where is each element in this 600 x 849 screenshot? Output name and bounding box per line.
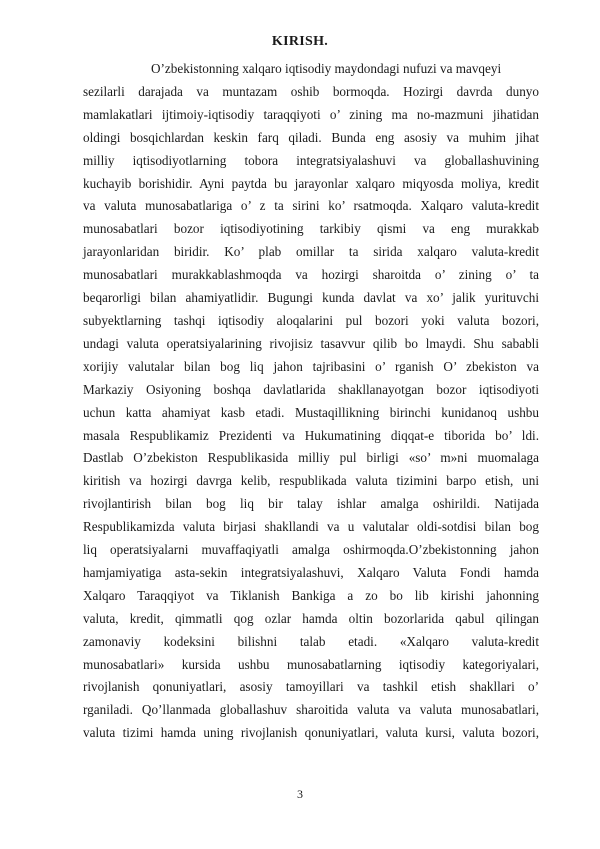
text-line: rivojlantirish bilan bog liq bir talay ishlar amalga oshirildi. Natijada — [83, 496, 539, 512]
page-title: KIRISH. — [271, 34, 329, 49]
text-line: uchun katta ahamiyat kasb etadi. Mustaqillikning birinchi kunidanoq ushbu — [83, 404, 539, 420]
text-line: Markaziy Osiyoning boshqa davlatlarida shakllanayotgan bozor iqtisodiyoti — [83, 381, 539, 397]
text-line: Respublikamizda valuta birjasi shakllandi va u valutalar oldi-sotdisi bilan bog — [83, 519, 539, 535]
text-line: xorijiy valutalar bilan bog liq jahon tajribasini o’ rganish O’ zbekiston va — [83, 358, 539, 374]
text-line: va valuta munosabatlariga o’ z ta sirini ko’ rsatmoqda. Xalqaro valuta-kredit — [83, 198, 539, 214]
text-line: subyektlarning tashqi iqtisodiy aloqalarini pul bozori yoki valuta bozori, — [83, 312, 539, 328]
page-number: 3 — [297, 787, 303, 801]
text-line: valuta tizimi hamda uning rivojlanish qonuniyatlari, valuta kursi, valuta bozori, — [83, 725, 539, 741]
text-line: Dastlab O’zbekiston Respublikasida milliy pul birligi «so’ m»ni muomalaga — [83, 450, 539, 466]
text-line: jarayonlaridan biridir. Ko’ plab omillar ta sirida xalqaro valuta-kredit — [83, 244, 539, 260]
text-line: munosabatlari bozor iqtisodiyotining tarkibiy qismi va eng murakkab — [83, 221, 539, 237]
text-line: hamjamiyatiga asta-sekin integratsiyalashuvi, Xalqaro Valuta Fondi hamda — [83, 564, 539, 580]
text-line: undagi valuta operatsiyalarining rivojisiz tasavvur qilib bo lmaydi. Shu sababli — [83, 335, 539, 351]
text-line: zamonaviy kodeksini bilishni talab etadi. «Xalqaro valuta-kredit — [83, 633, 539, 649]
text-line: masala Respublikamiz Prezidenti va Hukumatining diqqat-e tiborida bo’ ldi. — [83, 427, 539, 443]
body-text — [83, 58, 539, 745]
text-line: O’zbekistonning xalqaro iqtisodiy maydondagi nufuzi va mavqeyi — [151, 61, 502, 76]
text-line: milliy iqtisodiyotlarning tobora integratsiyalashuvi va globallashuvining — [83, 152, 539, 168]
text-line: rivojlanish qonuniyatlari, asosiy tamoyillari va tashkil etish shakllari o’ — [83, 679, 539, 695]
text-line: kiritish va hozirgi davrga kelib, respublikada valuta tizimini barpo etish, uni — [83, 473, 539, 489]
text-line: beqarorligi bilan ahamiyatlidir. Bugungi kunda davlat va xo’ jalik yurituvchi — [83, 290, 539, 306]
text-line: kuchayib borishidir. Ayni paytda bu jarayonlar xalqaro miqyosda moliya, kredit — [83, 175, 539, 191]
text-line: munosabatlari murakkablashmoqda va hozirgi sharoitda o’ zining o’ ta — [83, 267, 539, 283]
text-line: munosabatlari» kursida ushbu munosabatlarning iqtisodiy kategoriyalari, — [83, 656, 539, 672]
text-line: sezilarli darajada va muntazam oshib bormoqda. Hozirgi davrda dunyo — [83, 83, 539, 99]
text-line: Xalqaro Taraqqiyot va Tiklanish Bankiga a zo bo lib kirishi jahonning — [83, 587, 539, 603]
text-line: oldingi bosqichlardan keskin farq qiladi. Bunda eng asosiy va muhim jihat — [83, 129, 539, 145]
text-line: valuta, kredit, qimmatli qog ozlar hamda oltin bozorlarida qabul qilingan — [83, 610, 539, 626]
text-line: liq operatsiyalarni muvaffaqiyatli amalga oshirmoqda.O’zbekistonning jahon — [83, 542, 539, 558]
text-line: rganiladi. Qo’llanmada globallashuv sharoitida valuta va valuta munosabatlari, — [83, 702, 539, 718]
text-line: mamlakatlari ijtimoiy-iqtisodiy taraqqiyoti o’ zining ma no-mazmuni jihatidan — [83, 106, 539, 122]
